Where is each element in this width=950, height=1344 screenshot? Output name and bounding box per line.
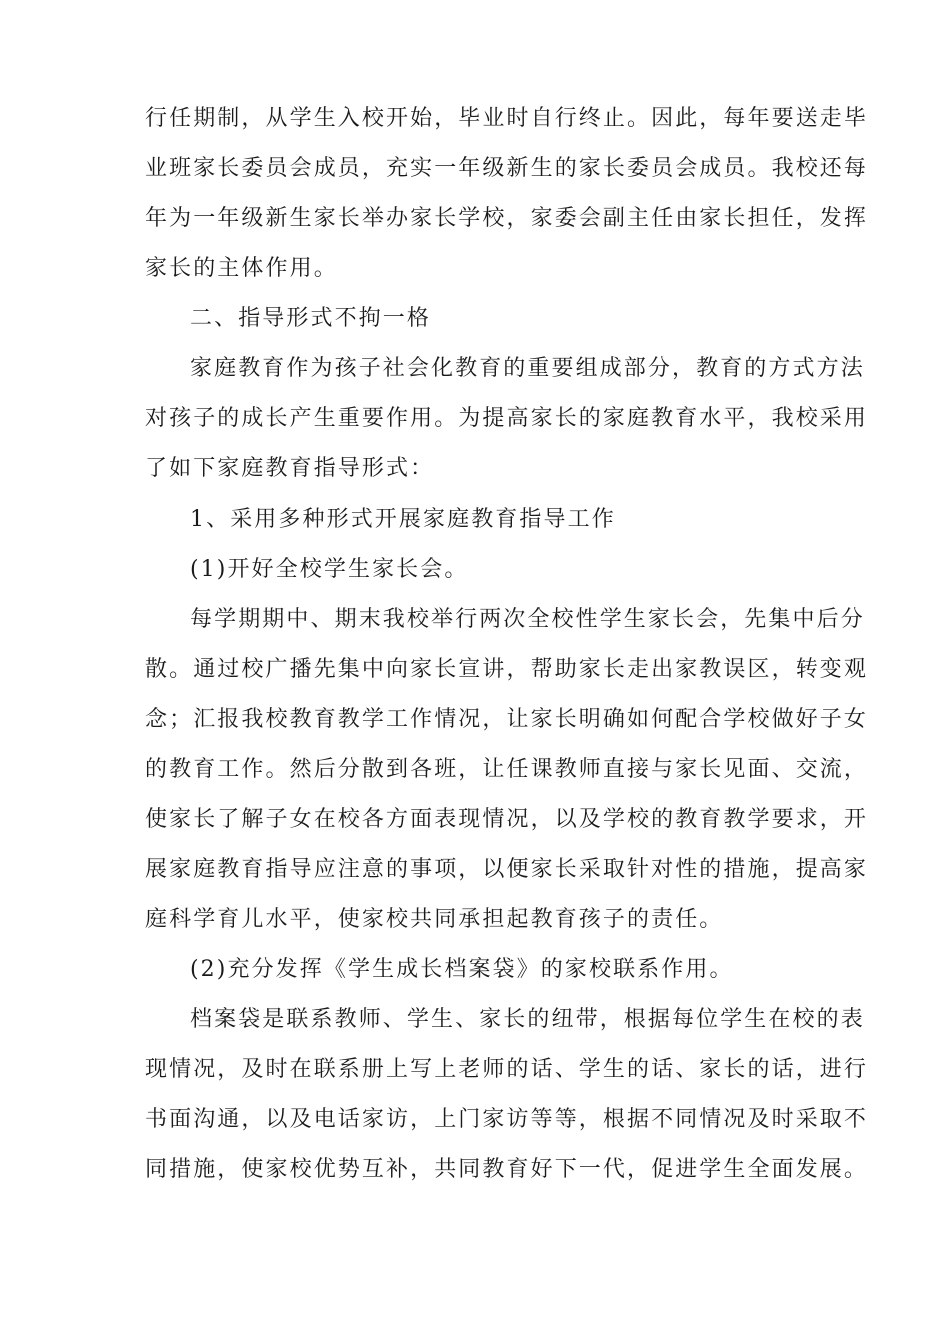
text-line: 庭科学育儿水平，使家校共同承担起教育孩子的责任。 <box>145 907 724 932</box>
text-line: 行任期制，从学生入校开始，毕业时自行终止。因此，每年要送走毕 <box>145 106 869 131</box>
text-line: 年为一年级新生家长举办家长学校，家委会副主任由家长担任，发挥 <box>145 206 869 231</box>
text-line: 的教育工作。然后分散到各班，让任课教师直接与家长见面、交流， <box>145 757 869 782</box>
section-heading: 二、指导形式不拘一格 <box>190 306 432 331</box>
text-line: 对孩子的成长产生重要作用。为提高家长的家庭教育水平，我校采用 <box>145 406 869 431</box>
text-line: 展家庭教育指导应注意的事项，以便家长采取针对性的措施，提高家 <box>145 857 869 882</box>
text-line: 档案袋是联系教师、学生、家长的纽带，根据每位学生在校的表 <box>190 1007 865 1032</box>
text-line: 了如下家庭教育指导形式： <box>145 456 435 481</box>
text-line: 家长的主体作用。 <box>145 256 338 281</box>
text-line: 念；汇报我校教育教学工作情况，让家长明确如何配合学校做好子女 <box>145 707 869 732</box>
text-line: 使家长了解子女在校各方面表现情况，以及学校的教育教学要求，开 <box>145 807 869 832</box>
text-line: 家庭教育作为孩子社会化教育的重要组成部分，教育的方式方法 <box>190 356 865 381</box>
text-line: 散。通过校广播先集中向家长宣讲，帮助家长走出家教误区，转变观 <box>145 657 869 682</box>
item-heading: (1)开好全校学生家长会。 <box>190 557 469 582</box>
subsection-heading: 1、采用多种形式开展家庭教育指导工作 <box>190 507 616 532</box>
text-line: 同措施，使家校优势互补，共同教育好下一代，促进学生全面发展。 <box>145 1157 869 1182</box>
text-line: 现情况，及时在联系册上写上老师的话、学生的话、家长的话，进行 <box>145 1057 869 1082</box>
text-line: 书面沟通，以及电话家访，上门家访等等，根据不同情况及时采取不 <box>145 1107 869 1132</box>
item-heading: (2)充分发挥《学生成长档案袋》的家校联系作用。 <box>190 957 734 982</box>
text-line: 每学期期中、期末我校举行两次全校性学生家长会，先集中后分 <box>190 607 865 632</box>
text-line: 业班家长委员会成员，充实一年级新生的家长委员会成员。我校还每 <box>145 156 869 181</box>
